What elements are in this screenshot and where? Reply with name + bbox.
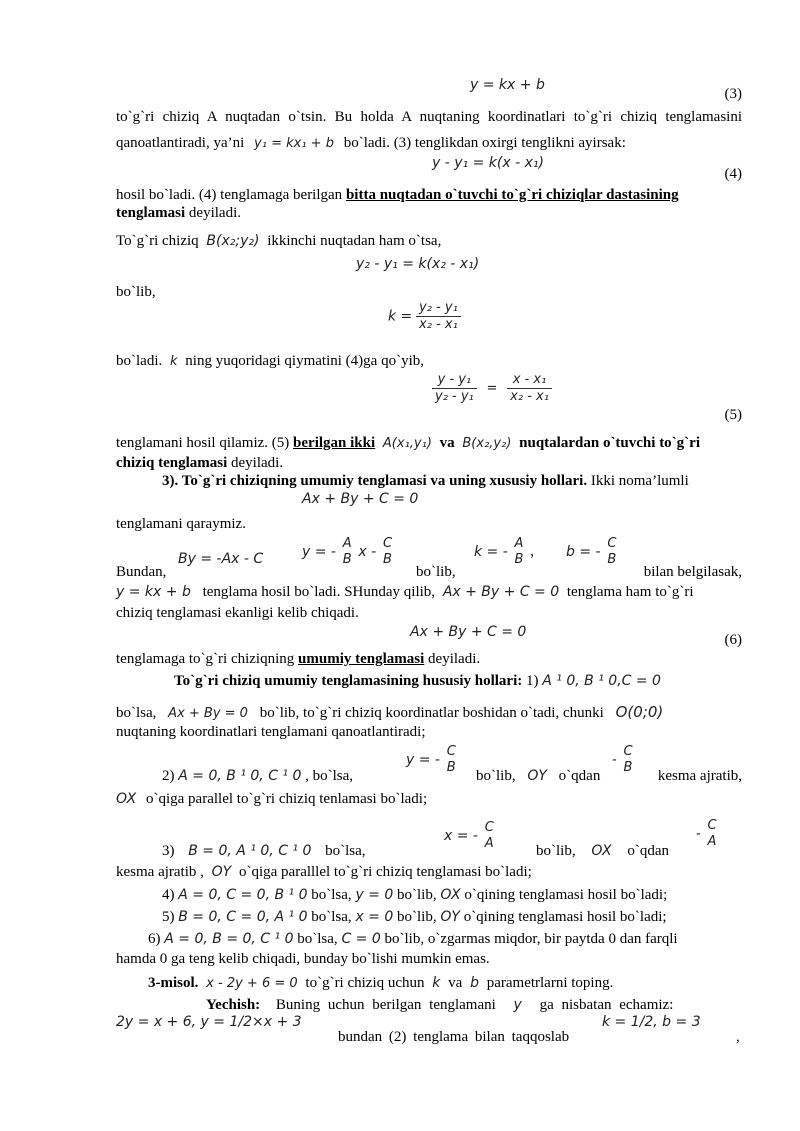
section-title: To`g`ri chiziq umumiy tenglamasining hususiy hollari: bbox=[174, 673, 523, 689]
term-bold: nuqtalardan o`tuvchi to`g`ri bbox=[519, 435, 700, 451]
paragraph-line bbox=[116, 863, 742, 881]
text: bo`lsa, bbox=[311, 909, 352, 925]
paragraph-line bbox=[116, 232, 742, 250]
inline-equation: Ax + By + C = 0 bbox=[442, 584, 560, 600]
text: tenglama hosil bo`ladi. SHunday qilib, bbox=[202, 584, 436, 600]
paragraph-line bbox=[116, 352, 742, 371]
paragraph-line bbox=[116, 204, 742, 222]
text: bo`lib, bbox=[416, 564, 456, 580]
text: hosil bo`ladi. (4) tenglamaga berilgan bbox=[116, 187, 343, 203]
minus: - bbox=[696, 826, 701, 842]
example-heading bbox=[148, 974, 742, 993]
text: ning yuqoridagi qiymatini (4)ga qo`yib, bbox=[185, 353, 424, 369]
slope-formula bbox=[388, 300, 461, 333]
text: bilan belgilasak, bbox=[643, 564, 742, 580]
inline-equation: B = 0, C = 0, A ¹ 0 bbox=[178, 909, 308, 925]
text: bo`lib, to`g`ri chiziq koordinatlar boshidan o`tadi, chunki bbox=[259, 705, 604, 721]
term-bold: chiziq tenglamasi bbox=[116, 455, 228, 471]
case-number: 3) bbox=[162, 843, 175, 859]
paragraph-line: chiziq tenglamasi ekanligi kelib chiqadi. bbox=[116, 605, 359, 621]
denominator: B bbox=[342, 552, 352, 567]
text: bo`lib, o`zgarmas miqdor, bir paytda 0 dan farqli bbox=[384, 931, 678, 947]
text: o`qdan bbox=[558, 768, 601, 784]
axis-ox: OX bbox=[440, 887, 461, 903]
formula-lhs: x = - bbox=[444, 828, 478, 844]
paragraph-line bbox=[116, 186, 742, 204]
case-5 bbox=[162, 908, 742, 926]
solution-equation: 2y = x + 6, y = 1/2×x + 3 bbox=[116, 1014, 302, 1030]
inline-equation: x = 0 bbox=[355, 909, 394, 925]
paragraph-line bbox=[116, 454, 742, 472]
axis-oy: OY bbox=[211, 864, 232, 880]
denominator: B bbox=[607, 552, 617, 567]
inline-equation: x - 2y + 6 = 0 bbox=[206, 976, 298, 991]
term-underlined: umumiy tenglamasi bbox=[298, 651, 425, 667]
paragraph-line: nuqtaning koordinatlari tenglamani qanoatlantiradi; bbox=[116, 724, 426, 740]
equation-slope: y₂ - y₁ = k(x₂ - x₁) bbox=[356, 256, 480, 272]
inline-equation: A = 0, C = 0, B ¹ 0 bbox=[178, 887, 308, 903]
solution-result: k = 1/2, b = 3 bbox=[602, 1014, 701, 1030]
text: bo`ladi. (3) tenglikdan oxirgi tenglikni ayirsak: bbox=[343, 135, 626, 151]
solution-title: Yechish: bbox=[206, 997, 261, 1013]
paragraph-line: bo`lib, bbox=[116, 284, 156, 300]
paragraph-line bbox=[116, 583, 742, 601]
intercept-def bbox=[566, 536, 619, 568]
paragraph-line: Bundan, bbox=[116, 564, 167, 580]
term-underlined: bitta nuqtadan o`tuvchi to`g`ri chiziqlar dastasining bbox=[345, 187, 679, 203]
axis-ox: OX bbox=[116, 791, 137, 807]
text: deyiladi. bbox=[188, 205, 241, 221]
point-a: A(x₁,y₁) bbox=[382, 436, 432, 451]
case-4 bbox=[162, 886, 742, 904]
denominator: A bbox=[484, 836, 494, 851]
numerator: y - y₁ bbox=[432, 372, 477, 389]
fraction bbox=[444, 744, 459, 776]
text: deyiladi. bbox=[231, 455, 284, 471]
text: bo`lsa, bbox=[116, 705, 157, 721]
numerator: x - x₁ bbox=[507, 372, 552, 389]
formula-lhs: k = bbox=[388, 308, 413, 325]
text: o`qiga parallel to`g`ri chiziq tenlamasi bo`ladi; bbox=[145, 791, 428, 807]
text: Ikki noma’lumli bbox=[590, 473, 689, 489]
segment-value bbox=[696, 818, 720, 850]
case-6 bbox=[148, 930, 742, 948]
text: ikkinchi nuqtadan ham o`tsa, bbox=[267, 233, 442, 249]
formula-lhs: k = - bbox=[474, 544, 508, 560]
paragraph-line bbox=[116, 134, 742, 153]
term-underlined: berilgan ikki bbox=[293, 435, 376, 451]
equals-sign: = bbox=[486, 381, 498, 396]
text: bo`lsa, bbox=[297, 931, 338, 947]
fraction bbox=[512, 536, 527, 568]
paragraph-line: tenglamani qaraymiz. bbox=[116, 516, 246, 532]
fraction bbox=[620, 744, 635, 776]
denominator: y₂ - y₁ bbox=[435, 389, 474, 404]
text: to`g`ri chiziq uchun bbox=[305, 975, 425, 991]
inline-equation: y = 0 bbox=[355, 887, 394, 903]
text: qanoatlantiradi, ya’ni bbox=[116, 135, 245, 151]
inline-equation: A = 0, B = 0, C ¹ 0 bbox=[164, 931, 294, 947]
equation-3: y = kx + b bbox=[470, 77, 545, 93]
text: , bbox=[736, 1029, 740, 1045]
text: bo`lib, bbox=[397, 887, 437, 903]
inline-equation: y₁ = kx₁ + b bbox=[254, 136, 334, 151]
term-bold: va bbox=[439, 435, 455, 451]
equation-6: Ax + By + C = 0 bbox=[410, 624, 527, 640]
equation-number: (5) bbox=[724, 407, 742, 423]
denominator: B bbox=[383, 552, 392, 567]
formula-lhs: b = - bbox=[566, 544, 601, 560]
fraction bbox=[380, 536, 395, 568]
paragraph-line bbox=[116, 650, 742, 668]
solution-line bbox=[206, 996, 742, 1014]
text: tenglamaga to`g`ri chiziqning bbox=[116, 651, 295, 667]
section-heading bbox=[174, 672, 742, 690]
numerator: C bbox=[623, 744, 633, 759]
case-number: 4) bbox=[162, 887, 175, 903]
paragraph-line bbox=[536, 842, 706, 860]
inline-equation: C = 0 bbox=[341, 931, 381, 947]
paragraph-line bbox=[116, 703, 742, 723]
example-title: 3-misol. bbox=[148, 975, 199, 991]
inline-equation bbox=[302, 536, 395, 568]
text: o`qining tenglamasi hosil bo`ladi; bbox=[464, 887, 668, 903]
text: , bo`lsa, bbox=[305, 768, 354, 784]
text: o`qdan bbox=[627, 843, 669, 859]
case-number: 5) bbox=[162, 909, 175, 925]
paragraph-line bbox=[116, 790, 742, 808]
denominator: B bbox=[623, 760, 633, 775]
numerator: A bbox=[514, 536, 524, 551]
slope-def: k = - A B , bbox=[474, 536, 534, 567]
inline-equation: A ¹ 0, B ¹ 0,C = 0 bbox=[542, 673, 661, 689]
fraction bbox=[507, 372, 552, 405]
text: parametrlarni toping. bbox=[486, 975, 614, 991]
fraction bbox=[704, 818, 719, 850]
denominator: B bbox=[446, 760, 456, 775]
fraction bbox=[482, 820, 497, 852]
fraction bbox=[340, 536, 355, 568]
equation-5 bbox=[432, 372, 552, 405]
equation-number: (4) bbox=[724, 166, 742, 182]
fraction bbox=[604, 536, 619, 568]
fraction bbox=[416, 300, 461, 333]
text: o`qiga paralllel to`g`ri chiziq tenglamasi bo`ladi; bbox=[238, 864, 532, 880]
text: Buning uchun berilgan tenglamani bbox=[275, 997, 496, 1013]
text: kesma ajratib, bbox=[657, 768, 742, 784]
text: bo`ladi. bbox=[116, 353, 163, 369]
equation-4: y - y₁ = k(x - x₁) bbox=[432, 155, 544, 171]
section-title: 3). To`g`ri chiziqning umumiy tenglamasi va uning xususiy hollari. bbox=[162, 473, 588, 489]
text: kesma ajratib , bbox=[116, 864, 204, 880]
k-symbol: k bbox=[432, 975, 441, 991]
text: tenglama ham to`g`ri bbox=[566, 584, 694, 600]
inline-equation: A = 0, B ¹ 0, C ¹ 0 bbox=[178, 768, 302, 784]
numerator: A bbox=[342, 536, 352, 551]
paragraph-line: to`g`ri chiziq A nuqtadan o`tsin. Bu holda A nuqtaning koordinatlari to`g`ri chiziq tenglamasini bbox=[116, 109, 742, 125]
point-b: B(x₂;y₂) bbox=[206, 233, 260, 249]
text: bundan (2) tenglama bilan taqqoslab bbox=[338, 1029, 570, 1045]
text: tenglamani hosil qilamiz. (5) bbox=[116, 435, 290, 451]
k-symbol: k bbox=[170, 354, 178, 369]
y-symbol: y bbox=[513, 997, 522, 1013]
paragraph-line: hamda 0 ga teng kelib chiqadi, bunday bo`lishi mumkin emas. bbox=[116, 951, 490, 967]
text: bo`lsa, bbox=[325, 843, 366, 859]
case-number: 6) bbox=[148, 931, 161, 947]
text: deyiladi. bbox=[428, 651, 481, 667]
b-symbol: b bbox=[470, 975, 479, 991]
text: bo`lib, bbox=[536, 843, 576, 859]
general-equation: Ax + By + C = 0 bbox=[302, 491, 419, 507]
text: va bbox=[448, 975, 463, 991]
denominator: x₂ - x₁ bbox=[419, 317, 458, 332]
text: ga nisbatan echamiz: bbox=[539, 997, 674, 1013]
case-3 bbox=[162, 842, 432, 860]
formula-mid: x - bbox=[358, 544, 377, 560]
numerator: y₂ - y₁ bbox=[416, 300, 461, 317]
equation-number: (6) bbox=[724, 632, 742, 648]
minus: - bbox=[612, 752, 617, 768]
axis-oy: OY bbox=[527, 768, 547, 784]
equation-number: (3) bbox=[724, 86, 742, 102]
inline-equation: B = 0, A ¹ 0, C ¹ 0 bbox=[188, 843, 312, 859]
inline-equation: By = -Ax - C bbox=[178, 551, 264, 567]
numerator: C bbox=[607, 536, 617, 551]
origin-point: O(0;0) bbox=[615, 703, 664, 721]
text: To`g`ri chiziq bbox=[116, 233, 199, 249]
denominator: B bbox=[514, 552, 524, 567]
numerator: C bbox=[707, 818, 717, 833]
text: bo`lib, bbox=[476, 768, 516, 784]
numerator: C bbox=[484, 820, 494, 835]
section-heading bbox=[162, 472, 742, 490]
inline-equation bbox=[406, 744, 459, 776]
formula-lhs: y = - bbox=[406, 752, 440, 768]
text: bo`lsa, bbox=[311, 887, 352, 903]
inline-equation bbox=[444, 820, 497, 852]
text: o`qining tenglamasi hosil bo`ladi; bbox=[463, 909, 667, 925]
denominator: A bbox=[707, 834, 717, 849]
axis-oy: OY bbox=[440, 909, 460, 925]
case-number: 2) bbox=[162, 768, 175, 784]
inline-equation: y = kx + b bbox=[116, 584, 191, 600]
numerator: C bbox=[446, 744, 456, 759]
case-2 bbox=[162, 767, 422, 785]
text: bo`lib, bbox=[397, 909, 437, 925]
axis-ox: OX bbox=[591, 843, 612, 859]
text: 1) bbox=[526, 673, 539, 689]
inline-equation: Ax + By = 0 bbox=[168, 706, 248, 721]
formula-lhs: y = - bbox=[302, 544, 336, 560]
numerator: C bbox=[382, 536, 393, 551]
term-bold: tenglamasi bbox=[116, 205, 186, 221]
segment-value bbox=[612, 744, 636, 776]
point-b: B(x₂,y₂) bbox=[462, 436, 512, 451]
paragraph-line bbox=[116, 434, 742, 453]
fraction bbox=[432, 372, 477, 405]
denominator: x₂ - x₁ bbox=[510, 389, 549, 404]
